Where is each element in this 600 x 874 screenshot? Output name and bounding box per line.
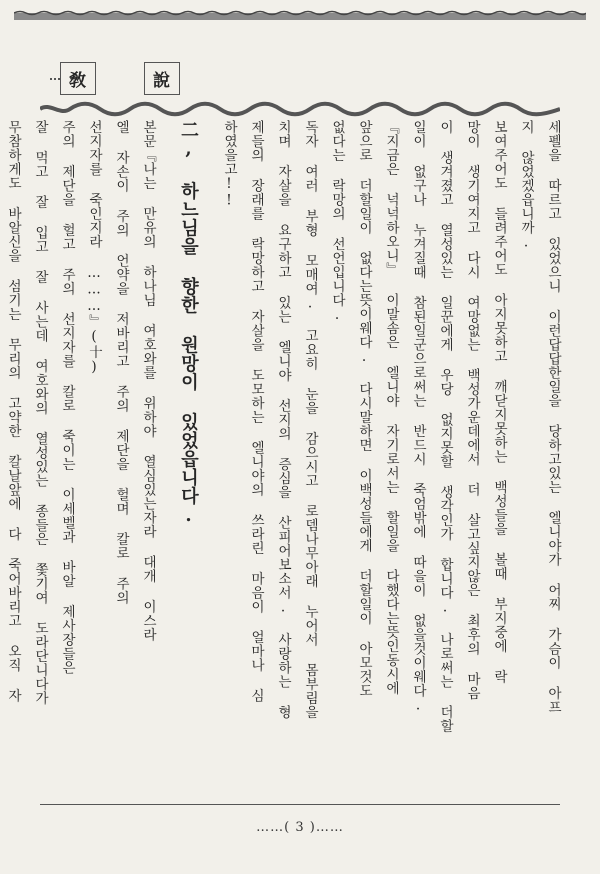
column-spacer — [161, 120, 171, 792]
text-column: 이 생겨졌고 열성있는 일꾼에게 우당 없지못할 생각인가 합니다. 나로써는 더할 — [437, 120, 453, 733]
text-column: 『지금은 넉넉하오니』 이말솜은 엘니야 자기로서는 할일을 다했다는뜻인동시에 — [383, 120, 399, 695]
text-column: 앞으로 더할일이 없다는뜻이웨다. 다시말하면 이백성들에게 더할일이 아모것도 — [356, 120, 372, 698]
text-column: 없다는 락망의 선언입니다. — [329, 120, 345, 324]
text-column: 본문『나는 만유의 하나님 여호와를 위하야 열심있는자라 대개 이스라 — [140, 120, 156, 642]
text-column: 독자 여러 부형 모매여. 고요히 눈을 감으시고 로뎀나무아래 누어서 몸부림을 — [302, 120, 318, 719]
text-column: 무참하게도 바알신을 섬기는 무리의 고약한 칼날앞에 다 죽어바리고 오직 자 — [5, 120, 21, 703]
text-column: 지 않었겠읍니까. — [518, 120, 534, 251]
section-header — [60, 60, 180, 96]
text-column: 엘 자손이 주의 언약을 저바리고 주의 제단을 헐며 칼로 주의 — [113, 120, 129, 605]
text-column: 제들의 장래를 락망하고 자살을 도모하는 엘니야의 쓰라린 마음이 얼마나 심 — [248, 120, 264, 703]
section-title — [60, 60, 180, 96]
text-column: 일이 없구나 누겨질때 참된일군으로써는 반드시 죽엄밖에 따을이 없을것이웨다. — [410, 120, 426, 714]
title-char-left: 敎 — [60, 62, 96, 95]
text-column: 하였을고!! — [221, 120, 237, 209]
text-column: 선지자를 죽인지라 ………』(十) — [86, 120, 102, 376]
top-ornament-band — [14, 10, 586, 22]
text-column: 보여주어도 들려주어도 아지못하고 깨닫지못하는 백성들을 볼때 부지중에 락 — [491, 120, 507, 684]
column-spacer — [205, 120, 215, 792]
text-column: 세펠을 따르고 있었으니 이런답답한일을 당하고있는 엘니야가 어찌 가슴이 아프 — [545, 120, 561, 714]
footer-rule — [40, 804, 560, 805]
text-column: 망이 생기여지고 다시 여망없는 백성가운데에서 더 살고싶지않은 최후의 마음 — [464, 120, 480, 700]
body-text — [5, 120, 566, 792]
section-heading: 二, 하느님을 향한 원망이 있었읍니다. — [178, 120, 199, 527]
page-number: ……( 3 )…… — [256, 820, 344, 835]
text-column: 잘 먹고 잘 입고 잘 사는데 여호와의 열성있는 종들은 쫓기여 도라단니다가 — [32, 120, 48, 705]
text-column: 주의 제단을 헐고 주의 선지자를 칼로 죽이는 이세벨과 바알 제사장들은 — [59, 120, 75, 675]
title-char-right: 說 — [144, 62, 180, 95]
wave-divider — [40, 100, 560, 118]
text-column: 치며 자살을 요구하고 있는 엘니야 선지의 증심을 산피어보소서. 사랑하는 형 — [275, 120, 291, 719]
